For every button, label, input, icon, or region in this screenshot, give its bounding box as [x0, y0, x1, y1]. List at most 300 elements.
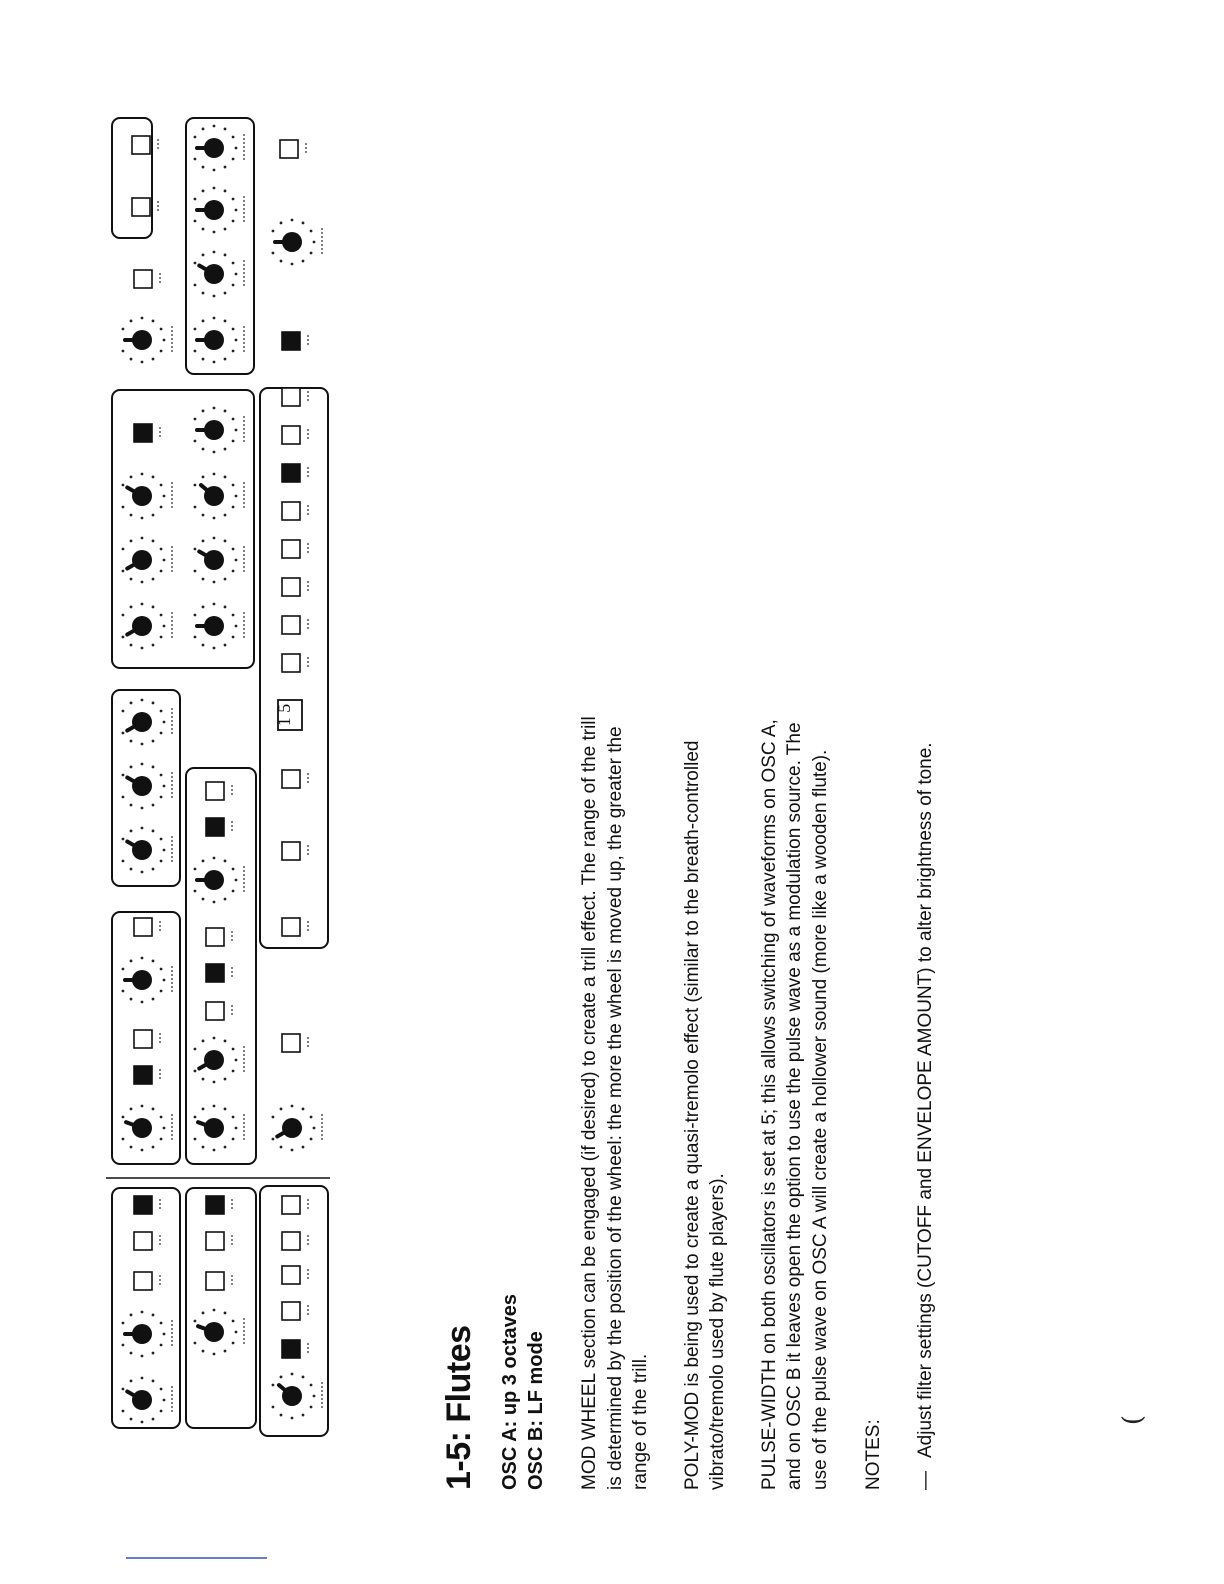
poly-mod-source-knob-tick: [160, 1388, 163, 1391]
osc-b-pulse-width-knob-tick: [213, 857, 216, 860]
preset-switch: [282, 918, 300, 936]
volume-knob-tick: [280, 222, 283, 225]
amp-decay-knob-tick: [194, 262, 197, 265]
filter-cutoff-knob-tick: [160, 636, 163, 639]
amp-release-knob-tick: [194, 136, 197, 139]
osc-b-frequency-knob-tick: [213, 1105, 216, 1108]
amp-release-knob-tick: [213, 125, 216, 128]
osc-b-fine-knob-tick: [232, 1048, 235, 1051]
amp-release-knob-tick: [213, 169, 216, 172]
tune-switch: [280, 140, 298, 158]
master-tune-knob-tick: [122, 350, 125, 353]
mixer-noise-knob-tick: [122, 732, 125, 735]
volume-knob-tick: [302, 260, 305, 263]
osc-a-pulse-width-knob-tick: [130, 960, 133, 963]
filter-cutoff-knob-tick: [122, 614, 125, 617]
glide-knob-tick: [310, 1138, 313, 1141]
note-text: Adjust filter settings (CUTOFF and ENVELOPE AMOUNT) to alter brightness of tone.: [915, 742, 936, 1458]
poly-mod-filter-switch: [134, 1196, 152, 1214]
amp-decay-knob-tick: [194, 284, 197, 287]
osc-b-setting: OSC B: LF mode: [525, 1331, 547, 1490]
page-title: 1-5: Flutes: [440, 1325, 478, 1490]
osc-a-pulse-width-knob-tick: [141, 957, 144, 960]
osc-b-pulse-width-knob-tick: [194, 868, 197, 871]
osc-b-fine-knob-tick: [194, 1048, 197, 1051]
osc-b-fine-knob-tick: [202, 1040, 205, 1043]
poly-mod-osc-b-knob-tick: [122, 1344, 125, 1347]
mixer-osc-b-knob-tick: [122, 796, 125, 799]
master-tune-knob-tick: [130, 320, 133, 323]
wheel-pw-a-switch: [282, 1266, 300, 1284]
filter-sustain-knob-tick: [232, 484, 235, 487]
mixer-noise-knob-tick: [130, 740, 133, 743]
amp-decay-knob-tick: [213, 251, 216, 254]
osc-a-frequency-knob-tick: [141, 1149, 144, 1152]
volume-knob-tick: [272, 230, 275, 233]
poly-mod-osc-b-knob-tick: [163, 1333, 166, 1336]
amp-sustain-knob-tick: [235, 209, 238, 212]
amp-decay-knob-tick: [235, 273, 238, 276]
poly-mod-source-knob-tick: [163, 1399, 166, 1402]
lfo-section: [186, 1188, 256, 1428]
master-tune-knob-tick: [141, 361, 144, 364]
osc-a-frequency-knob-tick: [160, 1138, 163, 1141]
osc-b-pulse-width-knob-tick: [232, 868, 235, 871]
master-tune-knob-tick: [163, 339, 166, 342]
paragraph-pulse-width: PULSE-WIDTH on both oscillators is set at 5; this allows switching of waveforms on OSC A, and on OSC B it leaves open the option to use the pulse wave as a modulation source. The use of the pulse wave on OSC A will create a hollower sound (more like a wooden flute).: [758, 719, 831, 1490]
mixer-noise-knob-tick: [122, 710, 125, 713]
poly-mod-source-knob-tick: [130, 1418, 133, 1421]
osc-a-frequency-knob-tick: [122, 1116, 125, 1119]
amp-sustain-knob-tick: [202, 228, 205, 231]
osc-b-frequency-knob-tick: [213, 1149, 216, 1152]
wheel-mod-source-mix-knob-tick: [310, 1384, 313, 1387]
filter-envelope-amount-knob-tick: [130, 476, 133, 479]
osc-a-frequency-knob-tick: [130, 1146, 133, 1149]
filter-decay-knob-tick: [194, 570, 197, 573]
mixer-osc-b-knob-tick: [141, 807, 144, 810]
master-tune-knob-tick: [141, 317, 144, 320]
osc-b-pulse-width-knob-tick: [232, 890, 235, 893]
filter-attack-knob-tick: [194, 636, 197, 639]
filter-resonance-knob-tick: [160, 570, 163, 573]
mixer-osc-a-knob-tick: [160, 838, 163, 841]
poly-mod-osc-b-knob-tick: [160, 1344, 163, 1347]
lfo-square-switch: [206, 1196, 224, 1214]
stray-mark: (: [1118, 1414, 1149, 1426]
filter-release-knob-tick: [224, 448, 227, 451]
volume-knob-tick: [291, 219, 294, 222]
filter-cutoff-knob-tick: [141, 647, 144, 650]
mixer-osc-a-knob-tick: [163, 849, 166, 852]
poly-mod-osc-b-knob-tick: [130, 1314, 133, 1317]
osc-a-frequency-knob-tick: [152, 1108, 155, 1111]
filter-sustain-knob-tick: [194, 484, 197, 487]
glide-knob-tick: [313, 1127, 316, 1130]
record-switch: [282, 842, 300, 860]
poly-mod-source-knob-tick: [141, 1377, 144, 1380]
filter-cutoff-knob-tick: [130, 606, 133, 609]
amp-release-knob-tick: [232, 158, 235, 161]
filter-sustain-knob-tick: [213, 517, 216, 520]
filter-attack-knob-tick: [224, 606, 227, 609]
amp-sustain-knob-tick: [213, 231, 216, 234]
wheel-mod-source-mix-knob-tick: [310, 1406, 313, 1409]
amp-release-knob-tick: [235, 147, 238, 150]
osc-b-keyboard-switch: [206, 782, 224, 800]
wheel-pw-b-switch: [282, 1232, 300, 1250]
filter-decay-knob-tick: [235, 559, 238, 562]
filter-cutoff-knob-tick: [160, 614, 163, 617]
poly-mod-source-knob-tick: [130, 1380, 133, 1383]
lfo-frequency-knob-tick: [202, 1312, 205, 1315]
glide-knob-tick: [302, 1146, 305, 1149]
amp-release-knob-tick: [194, 158, 197, 161]
osc-a-frequency-knob-tick: [152, 1146, 155, 1149]
filter-resonance-knob-tick: [141, 537, 144, 540]
glide-knob-tick: [291, 1149, 294, 1152]
amp-decay-knob-tick: [202, 292, 205, 295]
amp-attack-knob-tick: [213, 361, 216, 364]
amp-sustain-knob-tick: [232, 198, 235, 201]
master-tune-knob-tick: [160, 328, 163, 331]
volume-knob-tick: [272, 252, 275, 255]
osc-a-sync-switch: [134, 918, 152, 936]
amp-sustain-knob-tick: [213, 187, 216, 190]
amp-attack-knob-tick: [224, 320, 227, 323]
glide-knob-tick: [280, 1108, 283, 1111]
filter-sustain-knob-tick: [213, 473, 216, 476]
osc-b-frequency-knob-tick: [194, 1116, 197, 1119]
osc-a-pulse-width-knob-tick: [130, 998, 133, 1001]
amp-attack-knob-tick: [194, 350, 197, 353]
amp-attack-knob-tick: [235, 339, 238, 342]
wheel-mod-source-mix-knob-tick: [291, 1373, 294, 1376]
amp-release-knob-tick: [202, 166, 205, 169]
osc-b-pulse-width-knob-tick: [202, 898, 205, 901]
unison-switch: [282, 1034, 300, 1052]
poly-mod-source-knob-tick: [122, 1388, 125, 1391]
paragraph-poly-mod: POLY-MOD is being used to create a quasi-tremolo effect (similar to the breath-controlled vibrato/tremolo used by flute players).: [681, 740, 728, 1490]
filter-release-knob-tick: [202, 410, 205, 413]
filter-envelope-amount-knob-tick: [160, 484, 163, 487]
program-select-3-switch: [282, 578, 300, 596]
filter-decay-knob-tick: [213, 581, 216, 584]
mixer-osc-b-knob-tick: [160, 796, 163, 799]
mixer-noise-knob-tick: [152, 740, 155, 743]
osc-a-pulse-width-knob-tick: [163, 979, 166, 982]
filter-decay-knob-tick: [232, 548, 235, 551]
filter-envelope-amount-knob-tick: [160, 506, 163, 509]
amp-release-knob-tick: [232, 136, 235, 139]
mixer-noise-knob-tick: [152, 702, 155, 705]
wheel-mod-source-mix-knob-tick: [302, 1376, 305, 1379]
filter-attack-knob-tick: [202, 644, 205, 647]
panel-controls: [106, 118, 330, 1436]
osc-a-pulse-width-knob-tick: [152, 960, 155, 963]
osc-a-pulse-width-knob-tick: [152, 998, 155, 1001]
filter-release-knob-tick: [202, 448, 205, 451]
lfo-frequency-knob-tick: [194, 1342, 197, 1345]
master-tune-knob-tick: [130, 358, 133, 361]
footer-rule: [126, 1557, 267, 1559]
filter-decay-knob-tick: [224, 540, 227, 543]
lfo-frequency-knob-tick: [213, 1309, 216, 1312]
poly-mod-osc-b-knob-tick: [130, 1352, 133, 1355]
mixer-noise-knob-tick: [160, 710, 163, 713]
mixer-osc-b-knob-tick: [160, 774, 163, 777]
mixer-osc-a-knob-tick: [141, 871, 144, 874]
note-item: [913, 718, 939, 1490]
osc-a-pulse-switch: [134, 1030, 152, 1048]
filter-cutoff-knob-tick: [152, 606, 155, 609]
mixer-osc-b-knob-tick: [152, 766, 155, 769]
osc-b-frequency-knob-tick: [224, 1146, 227, 1149]
poly-mod-osc-b-knob-tick: [152, 1352, 155, 1355]
filter-cutoff-knob-tick: [130, 644, 133, 647]
osc-b-fine-knob-tick: [213, 1037, 216, 1040]
poly-mod-osc-b-knob-tick: [141, 1355, 144, 1358]
filter-release-knob-tick: [224, 410, 227, 413]
osc-b-pulse-width-knob-tick: [213, 901, 216, 904]
filter-decay-knob-tick: [194, 548, 197, 551]
lfo-saw-switch: [206, 1272, 224, 1290]
wheel-mod-source-mix-knob-tick: [272, 1384, 275, 1387]
osc-b-fine-knob-tick: [224, 1040, 227, 1043]
filter-attack-knob-tick: [232, 636, 235, 639]
osc-b-fine-knob-tick: [235, 1059, 238, 1062]
osc-b-lo-freq-switch: [206, 818, 224, 836]
filter-envelope-amount-knob-tick: [122, 506, 125, 509]
mixer-osc-b-knob-tick: [122, 774, 125, 777]
filter-cutoff-knob-tick: [141, 603, 144, 606]
filter-resonance-knob-tick: [130, 578, 133, 581]
mixer-noise-knob-tick: [130, 702, 133, 705]
glide-knob-tick: [272, 1138, 275, 1141]
amp-sustain-knob-tick: [224, 228, 227, 231]
filter-sustain-knob-tick: [194, 506, 197, 509]
filter-decay-knob-tick: [232, 570, 235, 573]
notes-label: NOTES:: [863, 1419, 884, 1490]
glide-knob-tick: [302, 1108, 305, 1111]
release-switch: [282, 332, 300, 350]
osc-b-frequency-knob-tick: [232, 1116, 235, 1119]
amp-attack-knob-tick: [232, 328, 235, 331]
filter-decay-knob-tick: [202, 540, 205, 543]
amp-decay-knob-tick: [232, 262, 235, 265]
amp-sustain-knob-tick: [232, 220, 235, 223]
filter-attack-knob-tick: [235, 625, 238, 628]
program-select-2-switch: [282, 616, 300, 634]
filter-decay-knob-tick: [202, 578, 205, 581]
amp-attack-knob-tick: [202, 358, 205, 361]
glide-knob-tick: [291, 1105, 294, 1108]
filter-release-knob-tick: [213, 407, 216, 410]
osc-a-setting: OSC A: up 3 octaves: [499, 1294, 521, 1490]
osc-a-pulse-width-knob-tick: [141, 1001, 144, 1004]
osc-b-tri-switch: [206, 964, 224, 982]
volume-knob-tick: [310, 252, 313, 255]
filter-sustain-knob-tick: [224, 514, 227, 517]
wheel-mod-source-mix-knob-tick: [272, 1406, 275, 1409]
osc-b-pulse-width-knob-tick: [202, 860, 205, 863]
program-select-5-switch: [282, 502, 300, 520]
filter-sustain-knob-tick: [202, 476, 205, 479]
osc-a-frequency-knob-tick: [141, 1105, 144, 1108]
note-dash: —: [915, 1471, 936, 1490]
amp-release-knob-tick: [224, 166, 227, 169]
osc-b-frequency-knob-tick: [202, 1146, 205, 1149]
filter-attack-knob-tick: [224, 644, 227, 647]
filter-release-knob-tick: [232, 418, 235, 421]
amp-sustain-knob-tick: [224, 190, 227, 193]
mixer-osc-a-knob-tick: [160, 860, 163, 863]
mixer-noise-knob-tick: [160, 732, 163, 735]
filter-envelope-amount-knob-tick: [141, 473, 144, 476]
filter-envelope-amount-knob-tick: [122, 484, 125, 487]
osc-b-frequency-knob-tick: [224, 1108, 227, 1111]
poly-mod-freq-a-switch: [134, 1272, 152, 1290]
poly-mod-source-knob-tick: [141, 1421, 144, 1424]
patch-description: [440, 610, 960, 1490]
lfo-frequency-knob-tick: [202, 1350, 205, 1353]
amp-sustain-knob-tick: [194, 198, 197, 201]
osc-a-pulse-width-knob-tick: [122, 968, 125, 971]
mixer-osc-a-knob-tick: [152, 830, 155, 833]
filter-sustain-knob-tick: [232, 506, 235, 509]
wheel-freq-a-switch: [282, 1340, 300, 1358]
osc-b-fine-knob-tick: [224, 1078, 227, 1081]
osc-b-pulse-width-knob-tick: [194, 890, 197, 893]
amp-decay-knob-tick: [232, 284, 235, 287]
mixer-noise-knob-tick: [163, 721, 166, 724]
mixer-osc-a-knob-tick: [130, 868, 133, 871]
program-display-value: 1 5: [274, 703, 294, 727]
filter-sustain-knob-tick: [224, 476, 227, 479]
filter-attack-knob-tick: [194, 614, 197, 617]
osc-b-saw-switch: [206, 1002, 224, 1020]
osc-b-fine-knob-tick: [194, 1070, 197, 1073]
osc-b-fine-knob-tick: [213, 1081, 216, 1084]
wheel-mod-source-mix-knob-tick: [313, 1395, 316, 1398]
amp-attack-knob-tick: [224, 358, 227, 361]
poly-mod-source-knob-tick: [152, 1380, 155, 1383]
mixer-osc-b-knob-tick: [141, 763, 144, 766]
mixer-osc-a-knob-tick: [122, 860, 125, 863]
filter-resonance-knob-tick: [163, 559, 166, 562]
lfo-frequency-knob-tick: [235, 1331, 238, 1334]
filter-attack-knob-tick: [213, 603, 216, 606]
filter-attack-knob-tick: [213, 647, 216, 650]
filter-keyboard-switch: [134, 424, 152, 442]
amp-attack-knob-tick: [194, 328, 197, 331]
filter-release-knob-tick: [232, 440, 235, 443]
filter-release-knob-tick: [194, 440, 197, 443]
poly-mod-source-knob-tick: [122, 1410, 125, 1413]
filter-envelope-amount-knob-tick: [152, 476, 155, 479]
filter-resonance-knob-tick: [160, 548, 163, 551]
poly-mod-osc-b-knob-tick: [141, 1311, 144, 1314]
filter-resonance-knob-tick: [122, 570, 125, 573]
volume-knob-tick: [310, 230, 313, 233]
lfo-frequency-knob-tick: [224, 1312, 227, 1315]
mixer-osc-b-knob-tick: [163, 785, 166, 788]
osc-a-frequency-knob-tick: [122, 1138, 125, 1141]
filter-release-knob-tick: [194, 418, 197, 421]
program-select-7-switch: [282, 426, 300, 444]
lfo-tri-switch: [206, 1232, 224, 1250]
poly-mod-pw-a-switch: [134, 1232, 152, 1250]
osc-b-pulse-width-knob-tick: [224, 898, 227, 901]
filter-attack-knob-tick: [232, 614, 235, 617]
mixer-osc-a-knob-tick: [122, 838, 125, 841]
volume-knob-tick: [313, 241, 316, 244]
filter-sustain-knob-tick: [202, 514, 205, 517]
osc-a-pulse-width-knob-tick: [122, 990, 125, 993]
filter-resonance-knob-tick: [152, 578, 155, 581]
filter-envelope-amount-knob-tick: [141, 517, 144, 520]
filter-resonance-knob-tick: [141, 581, 144, 584]
osc-b-pulse-width-knob-tick: [224, 860, 227, 863]
master-tune-knob-tick: [152, 320, 155, 323]
wheel-mod-source-mix-knob-tick: [280, 1414, 283, 1417]
filter-decay-knob-tick: [213, 537, 216, 540]
poly-mod-osc-b-knob-tick: [152, 1314, 155, 1317]
osc-b-frequency-knob-tick: [194, 1138, 197, 1141]
poly-mod-source-knob-tick: [160, 1410, 163, 1413]
filter-cutoff-knob-tick: [122, 636, 125, 639]
osc-a-frequency-knob-tick: [160, 1116, 163, 1119]
a-440-switch: [134, 270, 152, 288]
master-tune-knob-tick: [160, 350, 163, 353]
osc-b-pulse-switch: [206, 928, 224, 946]
mixer-osc-b-knob-tick: [130, 804, 133, 807]
osc-b-frequency-knob-tick: [202, 1108, 205, 1111]
program-select-6-switch: [282, 464, 300, 482]
filter-envelope-amount-knob-tick: [163, 495, 166, 498]
program-select-8-switch: [282, 388, 300, 406]
poly-mod-source-knob-tick: [152, 1418, 155, 1421]
volume-knob-tick: [280, 260, 283, 263]
osc-b-fine-knob-tick: [202, 1078, 205, 1081]
glide-knob-tick: [310, 1116, 313, 1119]
program-select-4-switch: [282, 540, 300, 558]
amp-sustain-knob-tick: [202, 190, 205, 193]
amp-attack-knob-tick: [202, 320, 205, 323]
filter-envelope-amount-knob-tick: [152, 514, 155, 517]
volume-knob-tick: [302, 222, 305, 225]
filter-release-knob-tick: [235, 429, 238, 432]
lfo-frequency-knob-tick: [232, 1320, 235, 1323]
amp-release-knob-tick: [202, 128, 205, 131]
wheel-freq-b-switch: [282, 1302, 300, 1320]
program-select-1-switch: [282, 654, 300, 672]
mixer-noise-knob-tick: [141, 699, 144, 702]
mixer-osc-a-knob-tick: [130, 830, 133, 833]
amp-decay-knob-tick: [224, 292, 227, 295]
glide-knob-tick: [280, 1146, 283, 1149]
osc-b-pulse-width-knob-tick: [235, 879, 238, 882]
master-tune-knob-tick: [152, 358, 155, 361]
filter-cutoff-knob-tick: [163, 625, 166, 628]
filter-resonance-knob-tick: [122, 548, 125, 551]
filter-attack-knob-tick: [202, 606, 205, 609]
mixer-osc-b-knob-tick: [130, 766, 133, 769]
filter-resonance-knob-tick: [152, 540, 155, 543]
glide-knob-tick: [272, 1116, 275, 1119]
osc-a-frequency-knob-tick: [130, 1108, 133, 1111]
wheel-mod-source-mix-knob-tick: [291, 1417, 294, 1420]
